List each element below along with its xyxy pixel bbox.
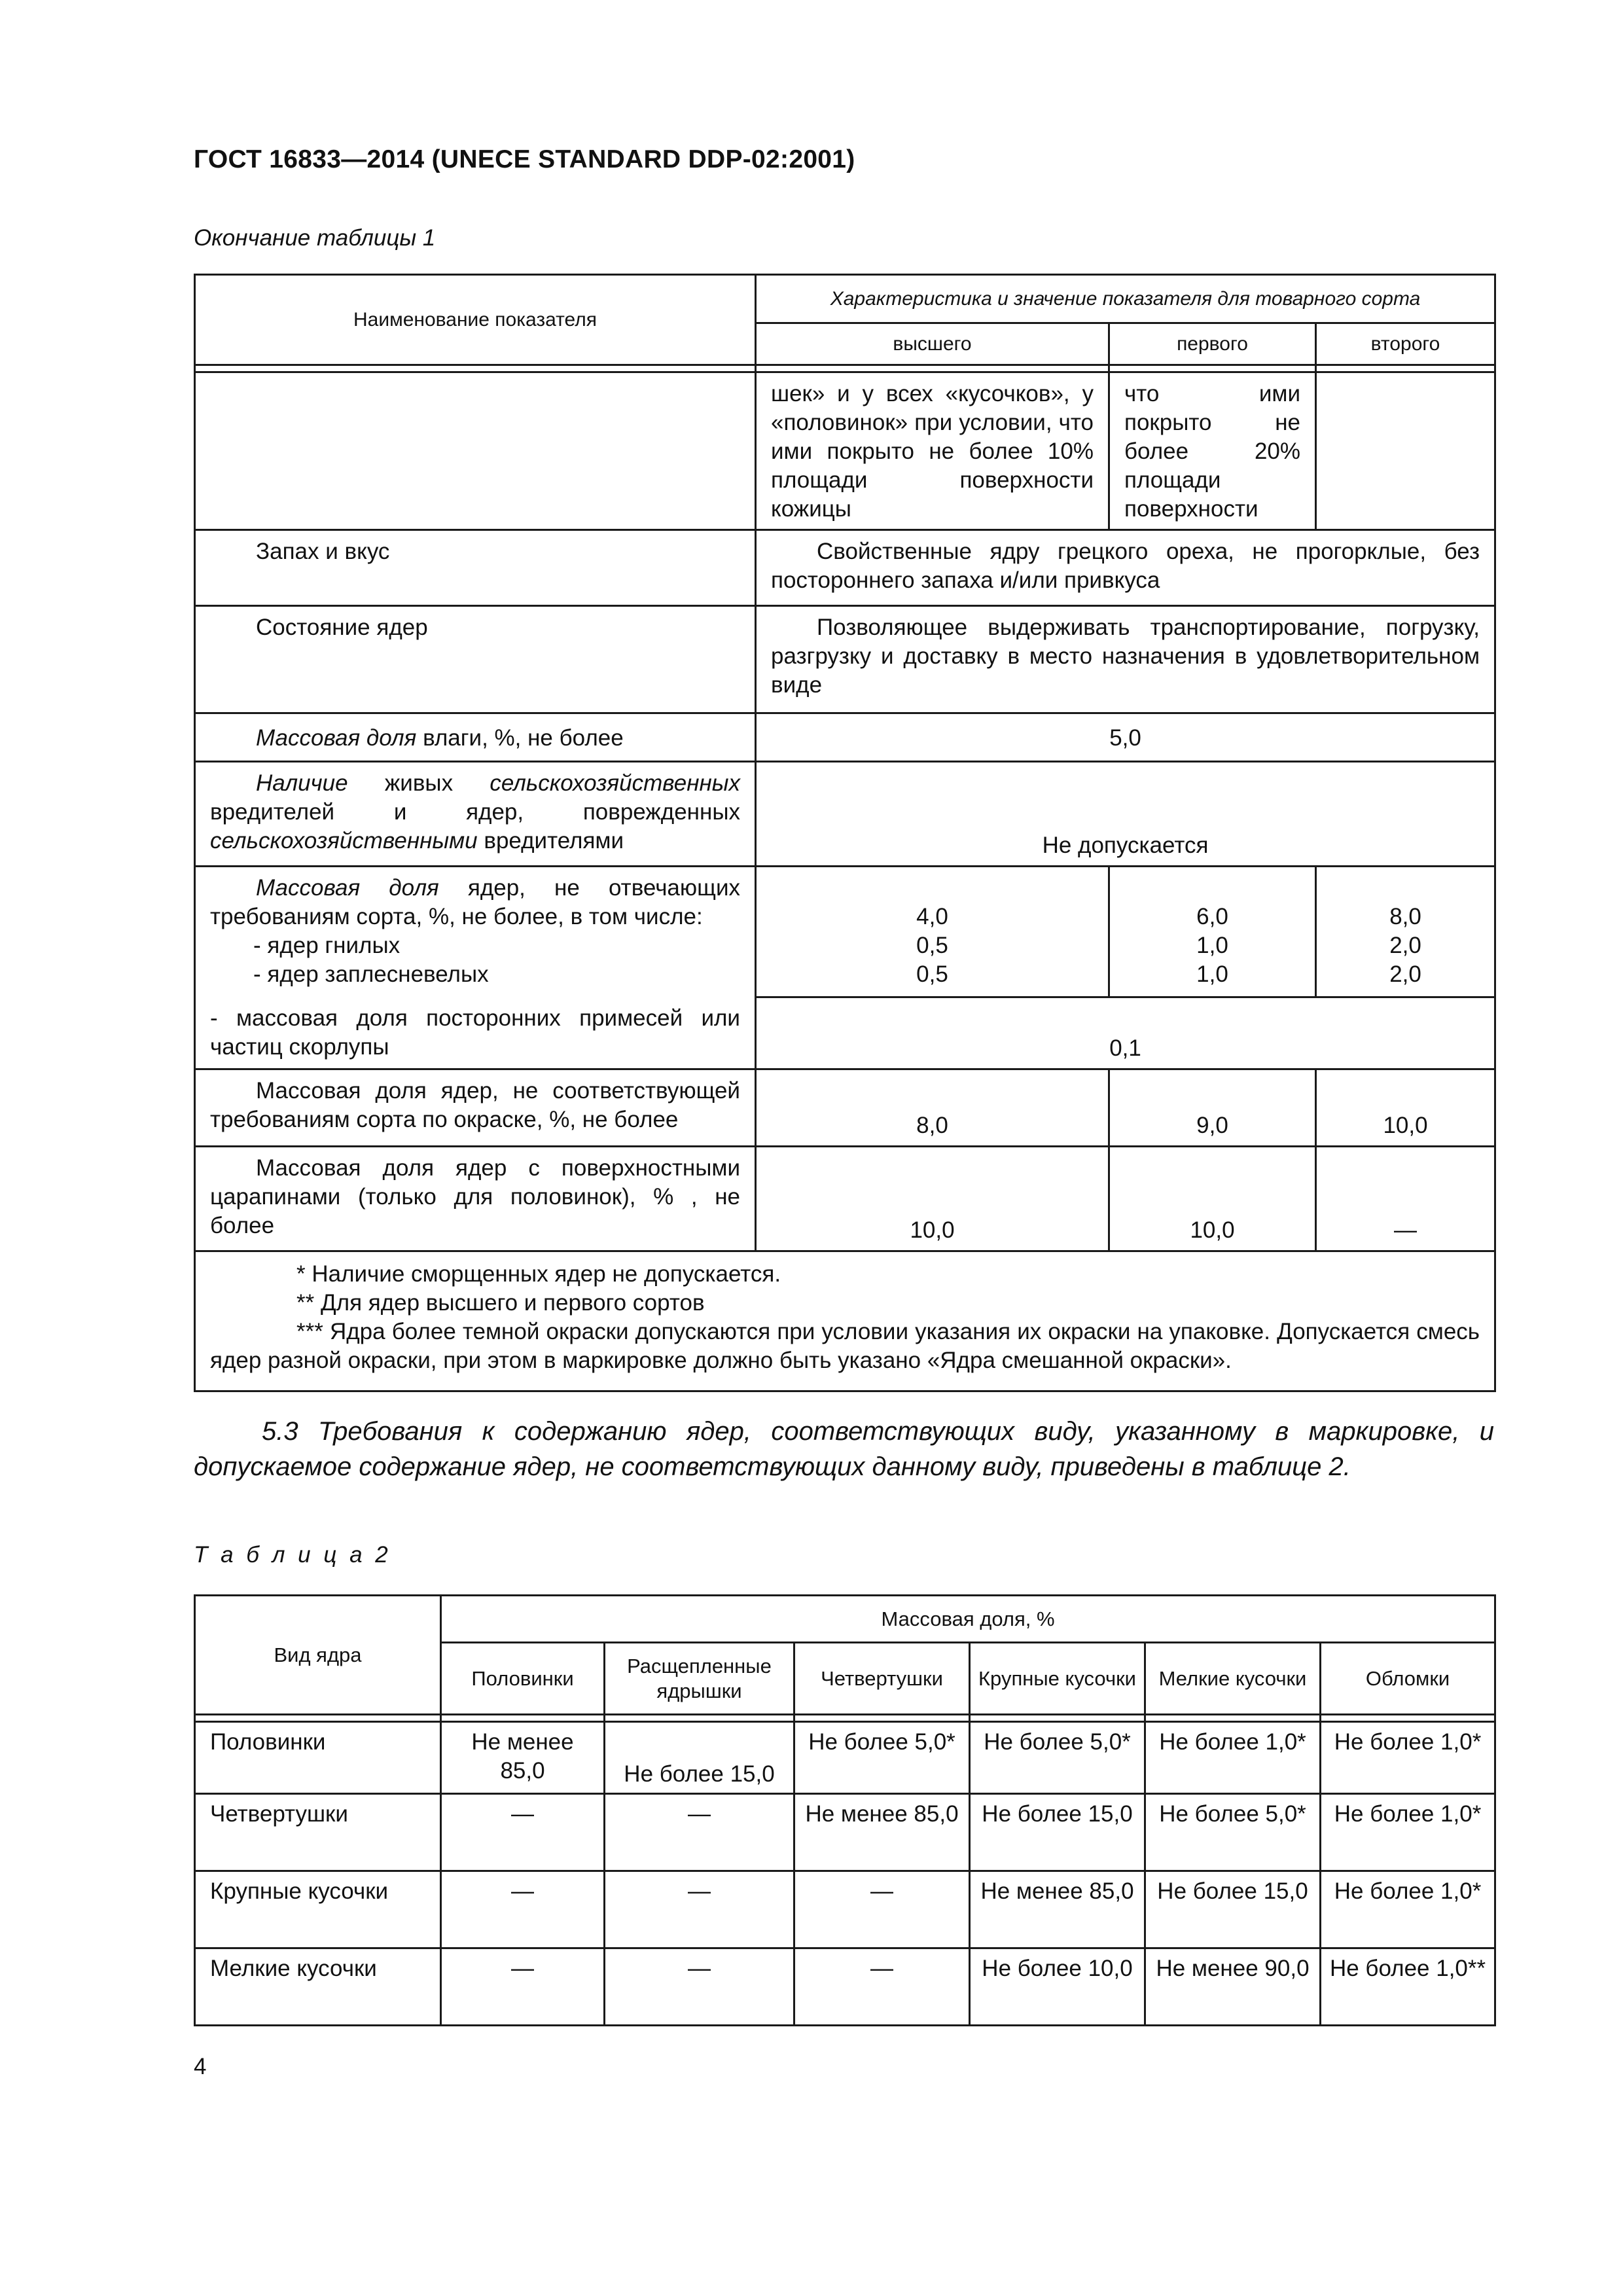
- table2-header-kind: Вид ядра: [195, 1596, 441, 1715]
- table1-caption: Окончание таблицы 1: [194, 225, 436, 251]
- table2-cell: Не более 5,0*: [970, 1722, 1145, 1794]
- table1-moisture-value: 5,0: [756, 713, 1495, 762]
- table1-color-top: 8,0: [756, 1069, 1109, 1147]
- table2-cell: Не более 15,0: [605, 1722, 794, 1794]
- table1-color-second: 10,0: [1316, 1069, 1495, 1147]
- table1-color-first: 9,0: [1109, 1069, 1316, 1147]
- table1-defects-moldy: - ядер заплесневелых: [253, 961, 489, 987]
- table2-row: [195, 1871, 1495, 1948]
- table2-cell: Не более 10,0: [970, 1948, 1145, 2026]
- table2-cell: Не менее 85,0: [970, 1871, 1145, 1948]
- table2-header-group: Массовая доля, %: [441, 1596, 1495, 1643]
- table1-cont-first: что ими покрыто не более 20% площади поверхности: [1109, 372, 1316, 530]
- table2-cell: Не более 1,0*: [1321, 1794, 1495, 1871]
- table2-cell: —: [794, 1871, 970, 1948]
- table2: [194, 1594, 1496, 2026]
- table1-state-name: Состояние ядер: [195, 606, 756, 713]
- footnote-1: * Наличие сморщенных ядер не допускается.: [296, 1261, 781, 1287]
- table1-header-grade-first: первого: [1109, 323, 1316, 365]
- table2-cell: —: [794, 1948, 970, 2026]
- table1-color-name: Массовая доля ядер, не соответствующей требованиям сорта по окраске, %, не более: [195, 1069, 756, 1147]
- table2-cell: Не более 1,0*: [1145, 1722, 1321, 1794]
- table1-cont-top: шек» и у всех «кусочков», у «половинок» при условии, что ими покрыто не более 10% площади поверхности кожицы: [756, 372, 1109, 530]
- table2-cell: Не менее 85,0: [441, 1722, 605, 1794]
- page-number: 4: [194, 2054, 207, 2079]
- table2-col-split: Расщепленные ядрышки: [605, 1643, 794, 1715]
- table2-cell: Не более 1,0*: [1321, 1871, 1495, 1948]
- table2-col-quarters: Четвертушки: [794, 1643, 970, 1715]
- table1-defects-rotten: - ядер гнилых: [253, 933, 401, 958]
- table1-header-grade-second: второго: [1316, 323, 1495, 365]
- table2-col-small-pieces: Мелкие кусочки: [1145, 1643, 1321, 1715]
- table1-pests-name: Наличие живых сельскохозяйственных вредителей и ядер, поврежденных сельскохозяйственными вредителями: [195, 762, 756, 867]
- table2-cell: —: [441, 1948, 605, 2026]
- table1-header-name: Наименование показателя: [195, 275, 756, 365]
- table1-scratches-name: Массовая доля ядер с поверхностными царапинами (только для половинок), % , не более: [195, 1147, 756, 1251]
- table1-pests-value: Не допускается: [756, 762, 1495, 867]
- table2-row-name: Половинки: [195, 1722, 441, 1794]
- table2-cell: —: [605, 1948, 794, 2026]
- table2-row: [195, 1722, 1495, 1794]
- table1-scratches-top: 10,0: [756, 1147, 1109, 1251]
- table1-defects-top: 4,0 0,5 0,5: [756, 867, 1109, 997]
- table2-col-halves: Половинки: [441, 1643, 605, 1715]
- table2-cell: Не более 15,0: [970, 1794, 1145, 1871]
- table2-row-name: Четвертушки: [195, 1794, 441, 1871]
- table2-cell: Не менее 90,0: [1145, 1948, 1321, 2026]
- table2-cell: Не более 1,0**: [1321, 1948, 1495, 2026]
- table2-cell: Не более 1,0*: [1321, 1722, 1495, 1794]
- table2-cell: —: [441, 1871, 605, 1948]
- table2-cell: Не более 5,0*: [794, 1722, 970, 1794]
- table1: [194, 274, 1496, 1392]
- table2-cell: —: [605, 1794, 794, 1871]
- table1-foreign-name: - массовая доля посторонних примесей или частиц скорлупы: [195, 997, 756, 1069]
- table2-row-name: Мелкие кусочки: [195, 1948, 441, 2026]
- paragraph-5-3: 5.3 Требования к содержанию ядер, соответствующих виду, указанному в маркировке, и допускаемое содержание ядер, не соответствующих данному виду, приведены в таблице 2.: [194, 1417, 1494, 1481]
- table2-cell: Не более 15,0: [1145, 1871, 1321, 1948]
- footnote-3: *** Ядра более темной окраски допускаются при условии указания их окраски на упаковке. Допускается смесь ядер разной окраски, при этом в маркировке должно быть указано «Ядра смешанной окраски».: [210, 1319, 1480, 1373]
- table1-cont-name: [195, 372, 756, 530]
- table1-smell-value: Свойственные ядру грецкого ореха, не прогорклые, без постороннего запаха и/или привкуса: [756, 530, 1495, 606]
- table1-defects-name: Массовая доля ядер, не отвечающих требованиям сорта, %, не более, в том числе: - ядер гнилых - ядер заплесневелых: [195, 867, 756, 997]
- table1-header-grade-top: высшего: [756, 323, 1109, 365]
- document-header: ГОСТ 16833—2014 (UNECE STANDARD DDP-02:2001): [194, 145, 855, 173]
- table2-col-fragments: Обломки: [1321, 1643, 1495, 1715]
- table1-defects-second: 8,0 2,0 2,0: [1316, 867, 1495, 997]
- table1-moisture-name: Массовая доля влаги, %, не более: [195, 713, 756, 762]
- table1-defects-first: 6,0 1,0 1,0: [1109, 867, 1316, 997]
- table2-cell: —: [605, 1871, 794, 1948]
- footnote-2: ** Для ядер высшего и первого сортов: [296, 1290, 705, 1316]
- table2-row: [195, 1948, 1495, 2026]
- table1-header-group: Характеристика и значение показателя для товарного сорта: [756, 275, 1495, 323]
- table1-scratches-first: 10,0: [1109, 1147, 1316, 1251]
- table1-cont-second: [1316, 372, 1495, 530]
- table2-caption: Т а б л и ц а 2: [194, 1542, 391, 1568]
- table2-col-large-pieces: Крупные кусочки: [970, 1643, 1145, 1715]
- table2-row: [195, 1794, 1495, 1871]
- table1-state-value: Позволяющее выдерживать транспортирование, погрузку, разгрузку и доставку в место назначения в удовлетворительном виде: [756, 606, 1495, 713]
- table2-row-name: Крупные кусочки: [195, 1871, 441, 1948]
- table1-footnotes: [195, 1251, 1495, 1391]
- table1-scratches-second: —: [1316, 1147, 1495, 1251]
- table1-smell-name: Запах и вкус: [195, 530, 756, 606]
- table2-cell: —: [441, 1794, 605, 1871]
- table2-cell: Не менее 85,0: [794, 1794, 970, 1871]
- table1-foreign-value: 0,1: [756, 997, 1495, 1069]
- table2-cell: Не более 5,0*: [1145, 1794, 1321, 1871]
